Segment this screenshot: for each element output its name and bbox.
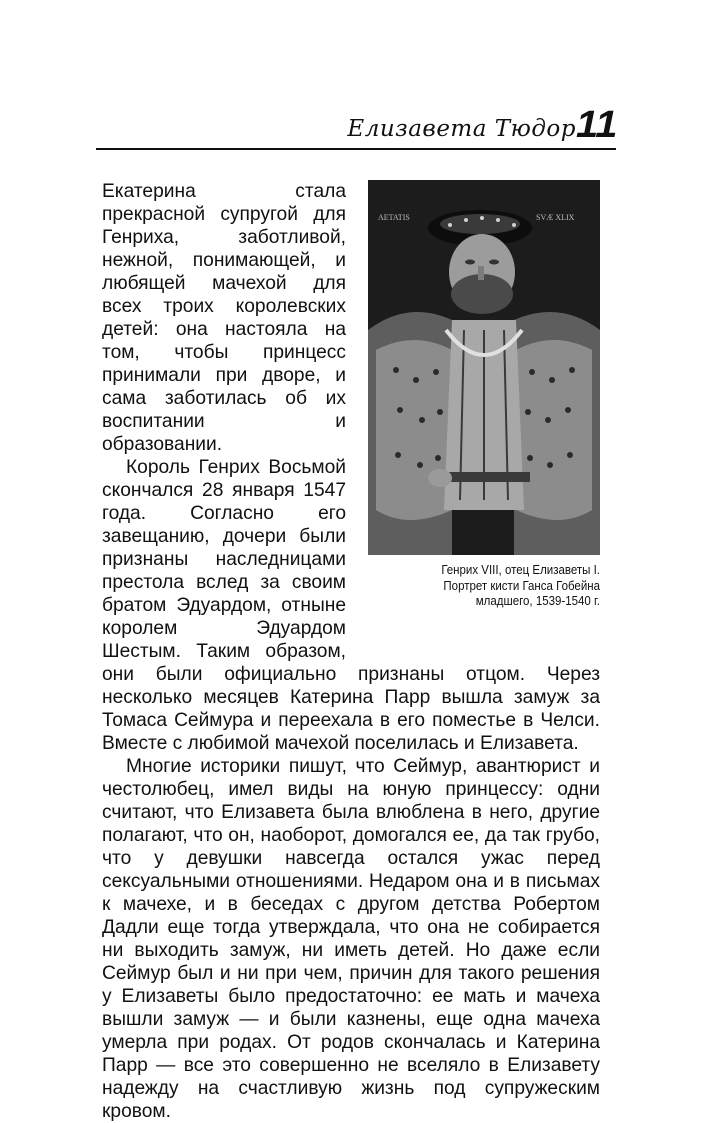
header-rule bbox=[96, 148, 616, 150]
paragraph: Многие историки пишут, что Сеймур, авантюрист и честолюбец, имел виды на юную принцессу: одни считают, что Елизавета была влюблена в него, другие полагают, что он, наоборот, домогался ее, да так грубо, что у девушки навсегда остался ужас перед сексуальными отношениями. Недаром она и в письмах к мачехе, и в беседах с другом детства Робертом Дадли еще тогда утверждала, что она не собирается ни выходить замуж, ни иметь детей. Но даже если Сеймур был и ни при чем, причин для такого решения у Елизаветы было предостаточно: ее мать и мачеха вышли замуж — и были казнены, еще одна мачеха умерла при родах. От родов скончалась и Катерина Парр — все это совершенно не вселяло в Елизавету надежду на счастливую жизнь под супружеским кровом. bbox=[102, 756, 600, 1122]
portrait-henry-viii bbox=[368, 180, 600, 555]
paragraph: Екатерина стала прекрасной супругой для Генриха, заботливой, нежной, понимающей, и любящей мачехой для всех троих королевских детей: она настояла на том, чтобы принцесс принимали при дворе, и сама заботилась об их воспитании и образовании. bbox=[102, 181, 346, 455]
caption-line: Генрих VIII, отец Елизаветы I. bbox=[441, 563, 600, 577]
caption-line: младшего, 1539-1540 г. bbox=[475, 594, 600, 608]
running-title: Елизавета Тюдор bbox=[347, 116, 576, 142]
portrait-caption bbox=[387, 563, 600, 610]
inscription-left: AETATIS bbox=[378, 213, 410, 222]
body-text bbox=[102, 180, 600, 1123]
paragraph: Король Генрих Восьмой скончался 28 января 1547 года. Согласно его завещанию, дочери были признаны наследницами престола вслед за своим братом Эдуардом, отныне королем Эдуардом Шестым. Таким образом, они были официально признаны отцом. Через несколько месяцев Катерина Парр вышла замуж за Томаса Сеймура и переехала в его поместье в Челси. Вместе с любимой мачехой поселилась и Елизавета. bbox=[102, 457, 600, 754]
inscription-right: SVÆ XLIX bbox=[536, 213, 575, 222]
running-header bbox=[96, 104, 616, 150]
portrait-figure bbox=[368, 180, 600, 650]
page-number: 11 bbox=[575, 104, 617, 146]
caption-line: Портрет кисти Ганса Гобейна bbox=[443, 578, 600, 593]
